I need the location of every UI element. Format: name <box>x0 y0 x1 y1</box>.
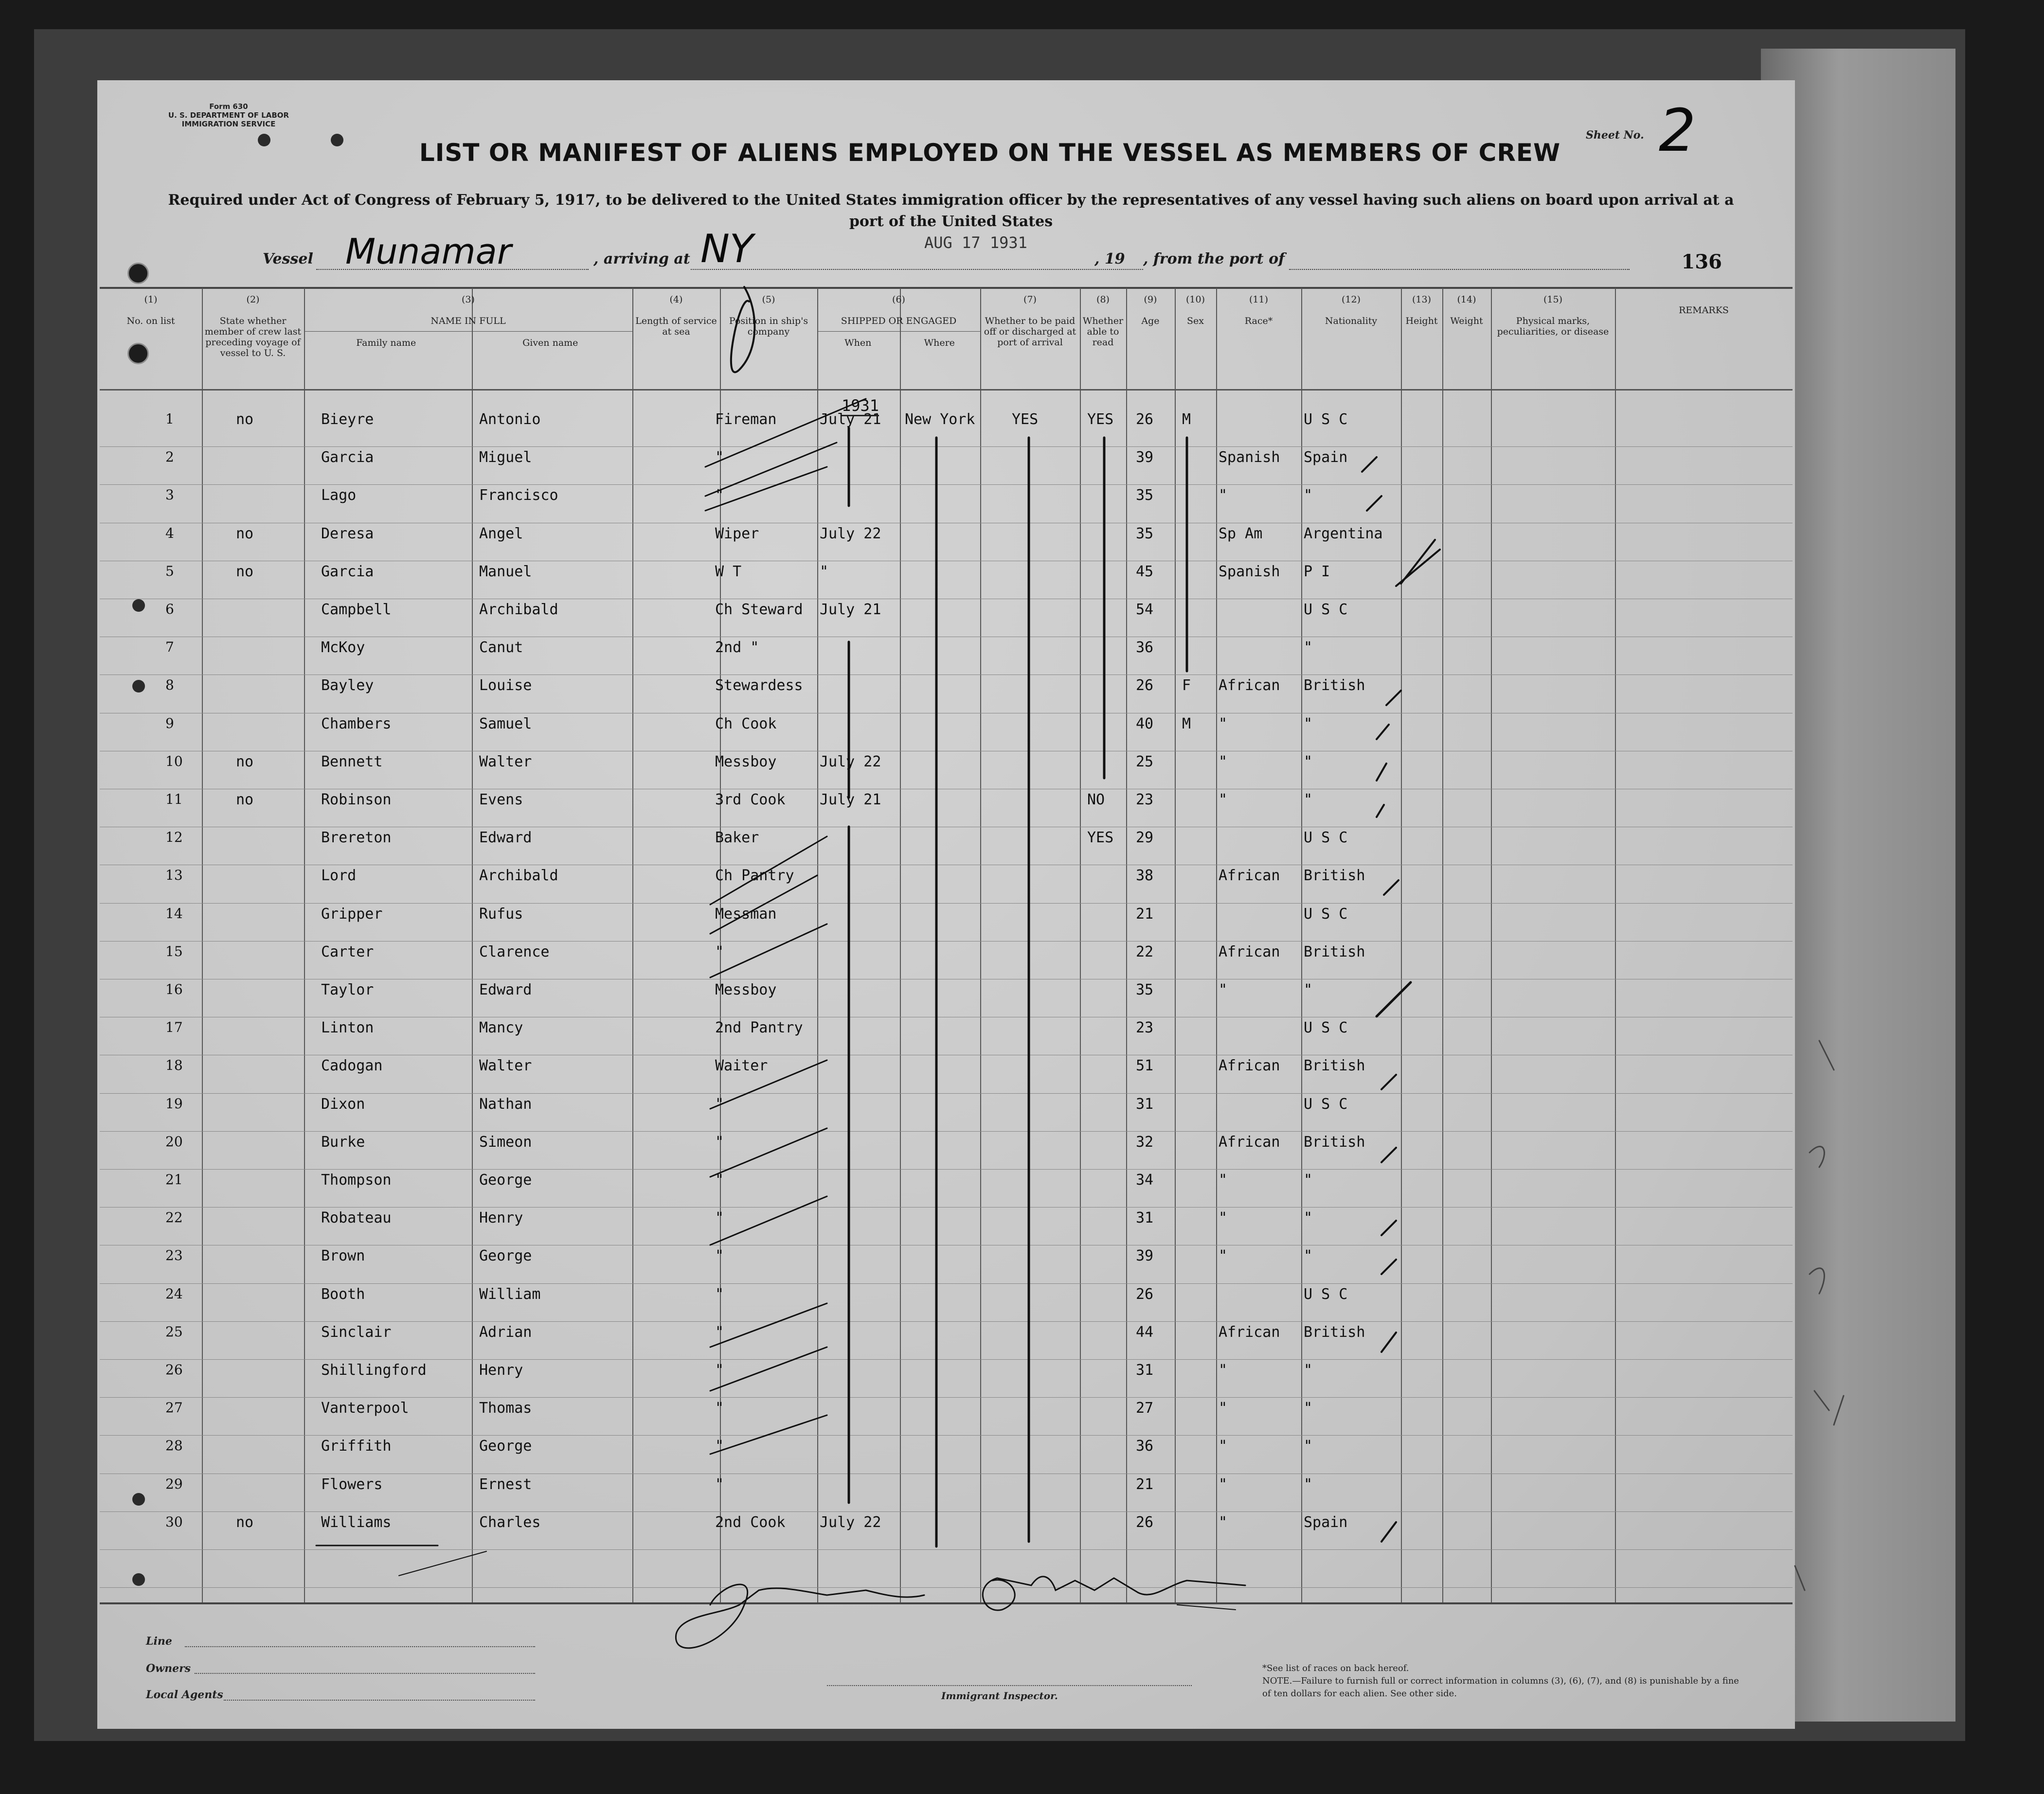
cell-age: 35 <box>1136 487 1154 504</box>
cell-age: 45 <box>1136 563 1154 580</box>
column-number: (12) <box>1341 294 1361 305</box>
handwritten-mark <box>710 875 817 934</box>
cell-race: " <box>1219 487 1228 504</box>
cell-given: Miguel <box>479 449 532 466</box>
cell-family: Burke <box>321 1134 365 1151</box>
handwritten-mark <box>710 924 827 977</box>
cell-family: Gripper <box>321 906 383 923</box>
checkmark <box>1384 880 1399 895</box>
cell-race: Sp Am <box>1219 525 1263 542</box>
cell-race: " <box>1219 1172 1228 1189</box>
cell-nationality: " <box>1304 1209 1313 1226</box>
cell-family: Shillingford <box>321 1362 427 1379</box>
cell-family: Sinclair <box>321 1324 392 1341</box>
checkmark <box>1386 691 1401 705</box>
cell-when: July 22 <box>820 753 881 770</box>
page-title: LIST OR MANIFEST OF ALIENS EMPLOYED ON THE VESSEL AS MEMBERS OF CREW <box>419 139 1561 167</box>
cell-given: William <box>479 1286 541 1303</box>
cell-age: 39 <box>1136 449 1154 466</box>
cell-nationality: British <box>1304 1324 1365 1341</box>
cell-nationality: " <box>1304 1362 1313 1379</box>
cell-where: New York <box>905 411 975 428</box>
handwritten-mark <box>710 1347 827 1391</box>
cell-given: Samuel <box>479 715 532 732</box>
cell-given: Francisco <box>479 487 558 504</box>
cell-given: Mancy <box>479 1019 523 1036</box>
cell-nationality: P I <box>1304 563 1330 580</box>
cell-given: Adrian <box>479 1324 532 1341</box>
cell-family: Williams <box>321 1514 392 1531</box>
cell-family: Brereton <box>321 829 392 846</box>
handwritten-mark <box>705 443 837 496</box>
races-note: *See list of races on back hereof. <box>1262 1663 1409 1673</box>
cell-age: 44 <box>1136 1324 1154 1341</box>
column-number: (7) <box>1023 294 1037 305</box>
column-label: Weight <box>1450 316 1483 326</box>
cell-family: Lord <box>321 867 357 884</box>
checkmark <box>1377 725 1389 739</box>
handwritten-mark <box>710 1303 827 1347</box>
cell-given: George <box>479 1172 532 1189</box>
column-sublabel: When <box>844 337 872 348</box>
cell-nationality: British <box>1304 677 1365 694</box>
cell-prev: no <box>236 563 254 580</box>
cell-family: Dixon <box>321 1096 365 1113</box>
cell-nationality: " <box>1304 753 1313 770</box>
cell-family: Campbell <box>321 601 392 618</box>
cell-given: Clarence <box>479 943 550 960</box>
cell-position: Waiter <box>715 1057 768 1074</box>
cell-prev: no <box>236 525 254 542</box>
cell-family: Lago <box>321 487 357 504</box>
checkmark <box>1367 496 1381 511</box>
cell-race: Spanish <box>1219 449 1280 466</box>
cell-race: African <box>1219 677 1280 694</box>
cell-age: 31 <box>1136 1209 1154 1226</box>
cell-family: Booth <box>321 1286 365 1303</box>
inspector-signature <box>676 1584 924 1648</box>
cell-nationality: British <box>1304 867 1365 884</box>
cell-position: 2nd Cook <box>715 1514 786 1531</box>
handwritten-mark <box>399 1551 486 1576</box>
cell-age: 29 <box>1136 829 1154 846</box>
arriving-port: NY <box>700 226 753 271</box>
penalty-note: NOTE.—Failure to furnish full or correct information in columns (3), (6), (7), and (8) is punishable by a fine of ten dollars for each alien. See other side. <box>1262 1676 1739 1699</box>
cell-family: McKoy <box>321 639 365 656</box>
cell-read: YES <box>1087 411 1114 428</box>
owners-label: Owners <box>146 1662 191 1675</box>
cell-given: Louise <box>479 677 532 694</box>
year-note: 1931 <box>842 396 879 416</box>
cell-age: 54 <box>1136 601 1154 618</box>
cell-given: George <box>479 1247 532 1264</box>
checkmark <box>1381 1522 1396 1542</box>
cell-age: 26 <box>1136 1514 1154 1531</box>
cell-age: 38 <box>1136 867 1154 884</box>
column-label: State whether member of crew last preceding voyage of vessel to U. S. <box>204 316 302 358</box>
cell-nationality: U S C <box>1304 411 1348 428</box>
cell-family: Vanterpool <box>321 1400 409 1417</box>
checkmark <box>1362 457 1377 472</box>
column-number: (3) <box>462 294 475 305</box>
cell-prev: no <box>236 753 254 770</box>
cell-position: " <box>715 1362 724 1379</box>
cell-nationality: " <box>1304 1172 1313 1189</box>
column-label: SHIPPED OR ENGAGED <box>817 316 980 332</box>
cell-race: African <box>1219 1057 1280 1074</box>
cell-given: Walter <box>479 1057 532 1074</box>
column-number: (10) <box>1185 294 1205 305</box>
cell-position: " <box>715 1172 724 1189</box>
cell-age: 35 <box>1136 981 1154 998</box>
cell-family: Bayley <box>321 677 374 694</box>
cell-nationality: Spain <box>1304 1514 1348 1531</box>
cell-position: " <box>715 1247 724 1264</box>
cell-given: Archibald <box>479 867 558 884</box>
cell-when: July 21 <box>820 601 881 618</box>
arriving-label: , arriving at <box>593 250 690 267</box>
cell-given: George <box>479 1438 532 1455</box>
cell-age: 31 <box>1136 1362 1154 1379</box>
cell-given: Charles <box>479 1514 541 1531</box>
cell-family: Thompson <box>321 1172 392 1189</box>
cell-given: Henry <box>479 1362 523 1379</box>
cell-when: July 21 <box>820 411 881 428</box>
cell-family: Griffith <box>321 1438 392 1455</box>
cell-position: Ch Steward <box>715 601 803 618</box>
column-label: Physical marks, peculiarities, or disease <box>1497 316 1609 337</box>
cell-given: Canut <box>479 639 523 656</box>
column-number: (9) <box>1144 294 1157 305</box>
cell-paid: YES <box>1012 411 1039 428</box>
cell-given: Nathan <box>479 1096 532 1113</box>
checkmark <box>1396 550 1440 586</box>
column-label: No. on list <box>126 316 175 326</box>
cell-nationality: " <box>1304 715 1313 732</box>
cell-age: 32 <box>1136 1134 1154 1151</box>
handwritten-mark <box>705 399 866 467</box>
column-label: Race* <box>1244 316 1273 326</box>
margin-mark <box>1819 1041 1834 1070</box>
cell-prev: no <box>236 411 254 428</box>
agents-label: Local Agents <box>146 1688 223 1701</box>
cell-race: " <box>1219 1514 1228 1531</box>
cell-position: " <box>715 1096 724 1113</box>
cell-position: 2nd " <box>715 639 759 656</box>
cell-nationality: Spain <box>1304 449 1348 466</box>
cell-position: Wiper <box>715 525 759 542</box>
cell-position: Fireman <box>715 411 777 428</box>
column-sublabel: Given name <box>522 337 578 348</box>
cell-age: 27 <box>1136 1400 1154 1417</box>
cell-sex: F <box>1182 677 1191 694</box>
page-number: 136 <box>1681 250 1722 273</box>
form-number: Form 630 <box>209 102 248 111</box>
handwritten-mark <box>710 1415 827 1454</box>
cell-family: Deresa <box>321 525 374 542</box>
cell-race: Spanish <box>1219 563 1280 580</box>
from-port-label: , from the port of <box>1143 250 1285 267</box>
cell-race: " <box>1219 791 1228 808</box>
cell-given: Edward <box>479 981 532 998</box>
cell-nationality: " <box>1304 981 1313 998</box>
column-number: (6) <box>892 294 905 305</box>
handwritten-mark <box>710 1196 827 1245</box>
sheet-number: 2 <box>1659 97 1696 165</box>
checkmark <box>1377 805 1384 817</box>
cell-position: " <box>715 1324 724 1341</box>
cell-position: " <box>715 1438 724 1455</box>
checkmark <box>1381 1075 1396 1089</box>
cell-nationality: " <box>1304 639 1313 656</box>
cell-when: July 22 <box>820 525 881 542</box>
cell-nationality: British <box>1304 1134 1365 1151</box>
cell-nationality: " <box>1304 1400 1313 1417</box>
cell-prev: no <box>236 1514 254 1531</box>
column-label: Whether to be paid off or discharged at port of arrival <box>984 316 1076 348</box>
cell-position: Ch Pantry <box>715 867 794 884</box>
column-sublabel: Where <box>924 337 955 348</box>
cell-race: African <box>1219 943 1280 960</box>
cell-family: Garcia <box>321 563 374 580</box>
cell-position: " <box>715 1209 724 1226</box>
cell-age: 26 <box>1136 411 1154 428</box>
cell-age: 25 <box>1136 753 1154 770</box>
column-number: (13) <box>1412 294 1431 305</box>
cell-nationality: " <box>1304 1438 1313 1455</box>
margin-mark <box>1795 1566 1805 1590</box>
cell-position: Messboy <box>715 753 777 770</box>
column-label: Age <box>1141 316 1160 326</box>
cell-read: NO <box>1087 791 1105 808</box>
checkmark <box>1377 982 1411 1016</box>
cell-position: " <box>715 1476 724 1493</box>
date-stamp: AUG 17 1931 <box>924 233 1027 252</box>
handwritten-mark <box>710 836 827 905</box>
cell-family: Bennett <box>321 753 383 770</box>
cell-race: African <box>1219 1324 1280 1341</box>
cell-given: Thomas <box>479 1400 532 1417</box>
cell-given: Simeon <box>479 1134 532 1151</box>
cell-position: 2nd Pantry <box>715 1019 803 1036</box>
cell-nationality: " <box>1304 487 1313 504</box>
cell-nationality: " <box>1304 791 1313 808</box>
department-name: U. S. DEPARTMENT OF LABOR <box>168 111 289 120</box>
handwritten-mark <box>710 1060 827 1109</box>
cell-given: Edward <box>479 829 532 846</box>
column-label: Length of service at sea <box>635 316 717 337</box>
cell-read: YES <box>1087 829 1114 846</box>
column-label: REMARKS <box>1679 305 1729 316</box>
cell-family: Robateau <box>321 1209 392 1226</box>
cell-sex: M <box>1182 411 1191 428</box>
cell-nationality: U S C <box>1304 1019 1348 1036</box>
year-label: , 19 <box>1094 250 1125 267</box>
service-name: IMMIGRATION SERVICE <box>181 120 276 128</box>
cell-given: Henry <box>479 1209 523 1226</box>
cell-position: Messman <box>715 906 777 923</box>
cell-age: 39 <box>1136 1247 1154 1264</box>
margin-mark <box>1810 1268 1824 1294</box>
column-number: (15) <box>1543 294 1562 305</box>
handwritten-mark <box>1177 1605 1236 1610</box>
cell-prev: no <box>236 791 254 808</box>
cell-age: 23 <box>1136 791 1154 808</box>
cell-race: " <box>1219 753 1228 770</box>
cell-race: " <box>1219 1209 1228 1226</box>
cell-family: Brown <box>321 1247 365 1264</box>
cell-nationality: U S C <box>1304 906 1348 923</box>
cell-nationality: U S C <box>1304 829 1348 846</box>
cell-when: " <box>820 563 829 580</box>
cell-nationality: British <box>1304 943 1365 960</box>
cell-age: 36 <box>1136 1438 1154 1455</box>
cell-race: African <box>1219 867 1280 884</box>
vessel-name: Munamar <box>345 231 512 272</box>
cell-age: 35 <box>1136 525 1154 542</box>
column-label: Nationality <box>1325 316 1378 326</box>
cell-position: " <box>715 1286 724 1303</box>
handwritten-mark <box>731 287 754 372</box>
cell-given: Walter <box>479 753 532 770</box>
cell-given: Ernest <box>479 1476 532 1493</box>
cell-nationality: U S C <box>1304 601 1348 618</box>
inspector-label: Immigrant Inspector. <box>941 1690 1058 1702</box>
cell-position: Stewardess <box>715 677 803 694</box>
cell-nationality: " <box>1304 1476 1313 1493</box>
cell-given: Manuel <box>479 563 532 580</box>
column-label: Height <box>1405 316 1438 326</box>
cell-age: 23 <box>1136 1019 1154 1036</box>
cell-given: Evens <box>479 791 523 808</box>
cell-age: 51 <box>1136 1057 1154 1074</box>
checkmark <box>1381 1221 1396 1235</box>
cell-family: Cadogan <box>321 1057 383 1074</box>
cell-when: July 21 <box>820 791 881 808</box>
cell-position: " <box>715 487 724 504</box>
cell-age: 26 <box>1136 1286 1154 1303</box>
cell-nationality: British <box>1304 1057 1365 1074</box>
cell-age: 34 <box>1136 1172 1154 1189</box>
cell-family: Chambers <box>321 715 392 732</box>
cell-given: Archibald <box>479 601 558 618</box>
cell-nationality: Argentina <box>1304 525 1383 542</box>
cell-race: " <box>1219 1400 1228 1417</box>
margin-mark <box>1810 1147 1824 1167</box>
cell-family: Robinson <box>321 791 392 808</box>
legal-requirement-text: Required under Act of Congress of February 5, 1917, to be delivered to the United States immigration officer by the representatives of any vessel having such aliens on board upon arrival at a port of the United States <box>168 192 1734 230</box>
column-number: (14) <box>1457 294 1476 305</box>
cell-family: Garcia <box>321 449 374 466</box>
margin-mark <box>1814 1391 1844 1425</box>
column-label: NAME IN FULL <box>304 316 632 332</box>
column-number: (5) <box>762 294 775 305</box>
column-number: (1) <box>144 294 158 305</box>
vessel-label: Vessel <box>263 250 313 267</box>
cell-race: " <box>1219 1476 1228 1493</box>
cell-age: 26 <box>1136 677 1154 694</box>
cell-race: " <box>1219 715 1228 732</box>
cell-given: Antonio <box>479 411 541 428</box>
cell-nationality: U S C <box>1304 1096 1348 1113</box>
cell-age: 21 <box>1136 1476 1154 1493</box>
column-number: (8) <box>1096 294 1110 305</box>
cell-position: " <box>715 943 724 960</box>
inspector-signature <box>983 1577 1245 1610</box>
cell-position: Ch Cook <box>715 715 777 732</box>
checkmark <box>1381 1148 1396 1162</box>
column-number: (2) <box>246 294 260 305</box>
column-number: (4) <box>669 294 683 305</box>
cell-family: Taylor <box>321 981 374 998</box>
cell-race: " <box>1219 1362 1228 1379</box>
cell-age: 31 <box>1136 1096 1154 1113</box>
cell-position: W T <box>715 563 742 580</box>
cell-age: 40 <box>1136 715 1154 732</box>
cell-race: " <box>1219 981 1228 998</box>
cell-age: 21 <box>1136 906 1154 923</box>
handwritten-mark <box>710 1128 827 1177</box>
checkmark <box>1381 1332 1396 1352</box>
cell-position: " <box>715 449 724 466</box>
checkmark <box>1377 764 1386 781</box>
cell-sex: M <box>1182 715 1191 732</box>
cell-position: " <box>715 1134 724 1151</box>
cell-race: " <box>1219 1247 1228 1264</box>
cell-nationality: U S C <box>1304 1286 1348 1303</box>
column-label: Whether able to read <box>1082 316 1124 348</box>
cell-position: 3rd Cook <box>715 791 786 808</box>
cell-family: Flowers <box>321 1476 383 1493</box>
cell-position: Baker <box>715 829 759 846</box>
column-number: (11) <box>1249 294 1268 305</box>
line-label: Line <box>146 1635 172 1648</box>
cell-race: " <box>1219 1438 1228 1455</box>
cell-position: " <box>715 1400 724 1417</box>
cell-age: 22 <box>1136 943 1154 960</box>
cell-given: Angel <box>479 525 523 542</box>
checkmark <box>1381 1260 1396 1274</box>
cell-family: Carter <box>321 943 374 960</box>
cell-age: 36 <box>1136 639 1154 656</box>
cell-position: Messboy <box>715 981 777 998</box>
column-label: Sex <box>1187 316 1204 326</box>
cell-nationality: " <box>1304 1247 1313 1264</box>
sheet-label: Sheet No. <box>1586 129 1644 142</box>
column-label: Position in ship's company <box>729 316 808 337</box>
cell-family: Linton <box>321 1019 374 1036</box>
cell-family: Bieyre <box>321 411 374 428</box>
cell-when: July 22 <box>820 1514 881 1531</box>
column-sublabel: Family name <box>356 337 416 348</box>
cell-given: Rufus <box>479 906 523 923</box>
cell-race: African <box>1219 1134 1280 1151</box>
